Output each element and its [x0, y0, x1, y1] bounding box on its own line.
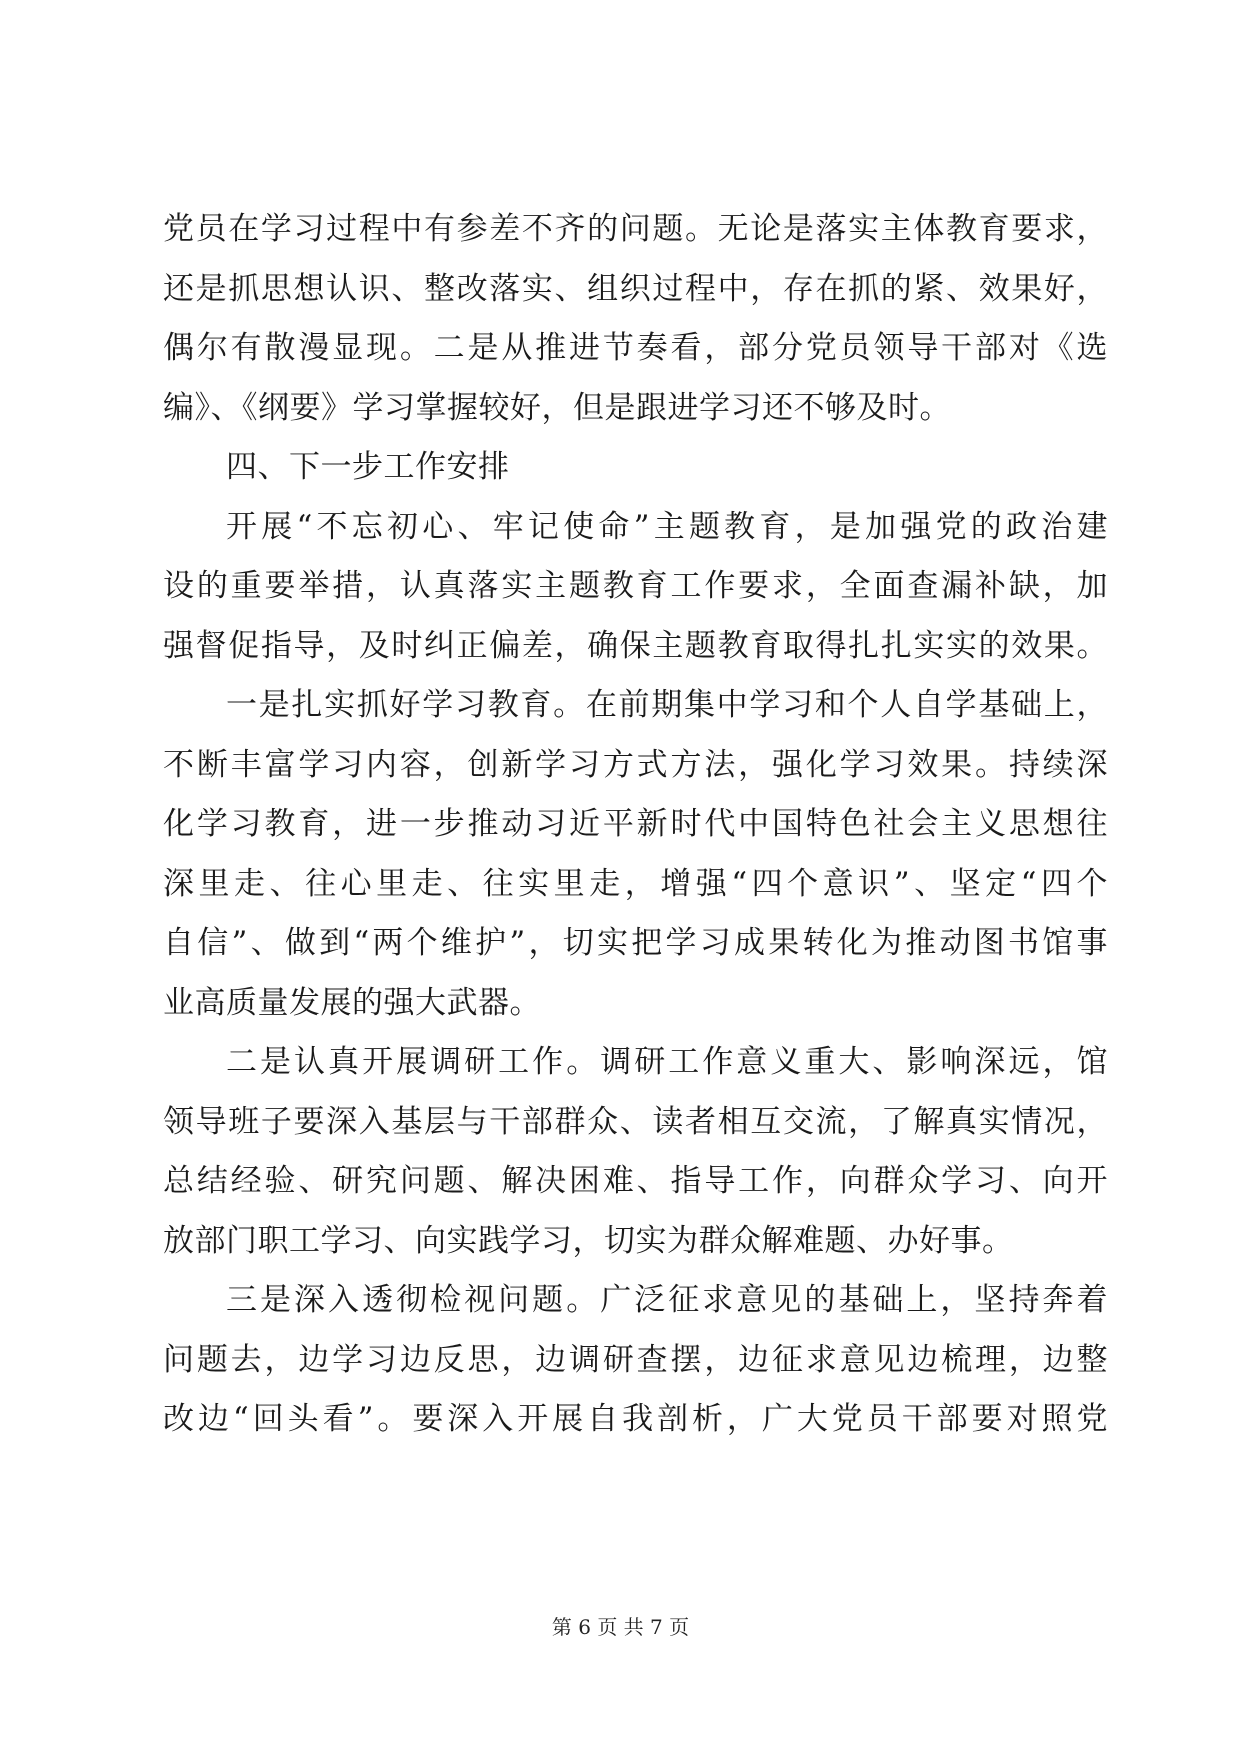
text-line: 化学习教育，进一步推动习近平新时代中国特色社会主义思想往: [163, 806, 1108, 842]
text-line: 领导班子要深入基层与干部群众、读者相互交流，了解真实情况，: [163, 1103, 1108, 1140]
text-line: 二是认真开展调研工作。调研工作意义重大、影响深远，馆: [226, 1044, 1108, 1080]
text-line: 编》、《纲要》学习掌握较好，但是跟进学习还不够及时。: [163, 389, 951, 426]
text-line: 开展“不忘初心、牢记使命”主题教育，是加强党的政治建: [226, 508, 1108, 545]
section-heading: 四、下一步工作安排: [226, 449, 510, 485]
text-line: 偶尔有散漫显现。二是从推进节奏看，部分党员领导干部对《选: [163, 330, 1108, 366]
document-body: [163, 200, 1108, 1450]
text-line: 业高质量发展的强大武器。: [163, 984, 541, 1021]
text-line: 深里走、往心里走、往实里走，增强“四个意识”、坚定“四个: [163, 865, 1108, 902]
text-line: 三是深入透彻检视问题。广泛征求意见的基础上，坚持奔着: [226, 1282, 1108, 1318]
text-line: 党员在学习过程中有参差不齐的问题。无论是落实主体教育要求，: [163, 211, 1108, 247]
text-line: 放部门职工学习、向实践学习，切实为群众解难题、办好事。: [163, 1222, 1014, 1259]
text-line: 还是抓思想认识、整改落实、组织过程中，存在抓的紧、效果好，: [163, 270, 1108, 307]
text-line: 设的重要举措，认真落实主题教育工作要求，全面查漏补缺，加: [163, 568, 1108, 604]
page-number: 第 6 页 共 7 页: [551, 1615, 690, 1639]
text-line: 问题去，边学习边反思，边调研查摆，边征求意见边梳理，边整: [163, 1341, 1108, 1378]
text-line: 改边“回头看”。要深入开展自我剖析，广大党员干部要对照党: [163, 1401, 1108, 1437]
text-line: 总结经验、研究问题、解决困难、指导工作，向群众学习、向开: [163, 1163, 1108, 1199]
text-line: 强督促指导，及时纠正偏差，确保主题教育取得扎扎实实的效果。: [163, 627, 1108, 664]
text-line: 自信”、做到“两个维护”，切实把学习成果转化为推动图书馆事: [163, 925, 1108, 961]
text-line: 一是扎实抓好学习教育。在前期集中学习和个人自学基础上，: [226, 687, 1108, 723]
text-line: 不断丰富学习内容，创新学习方式方法，强化学习效果。持续深: [163, 746, 1108, 783]
